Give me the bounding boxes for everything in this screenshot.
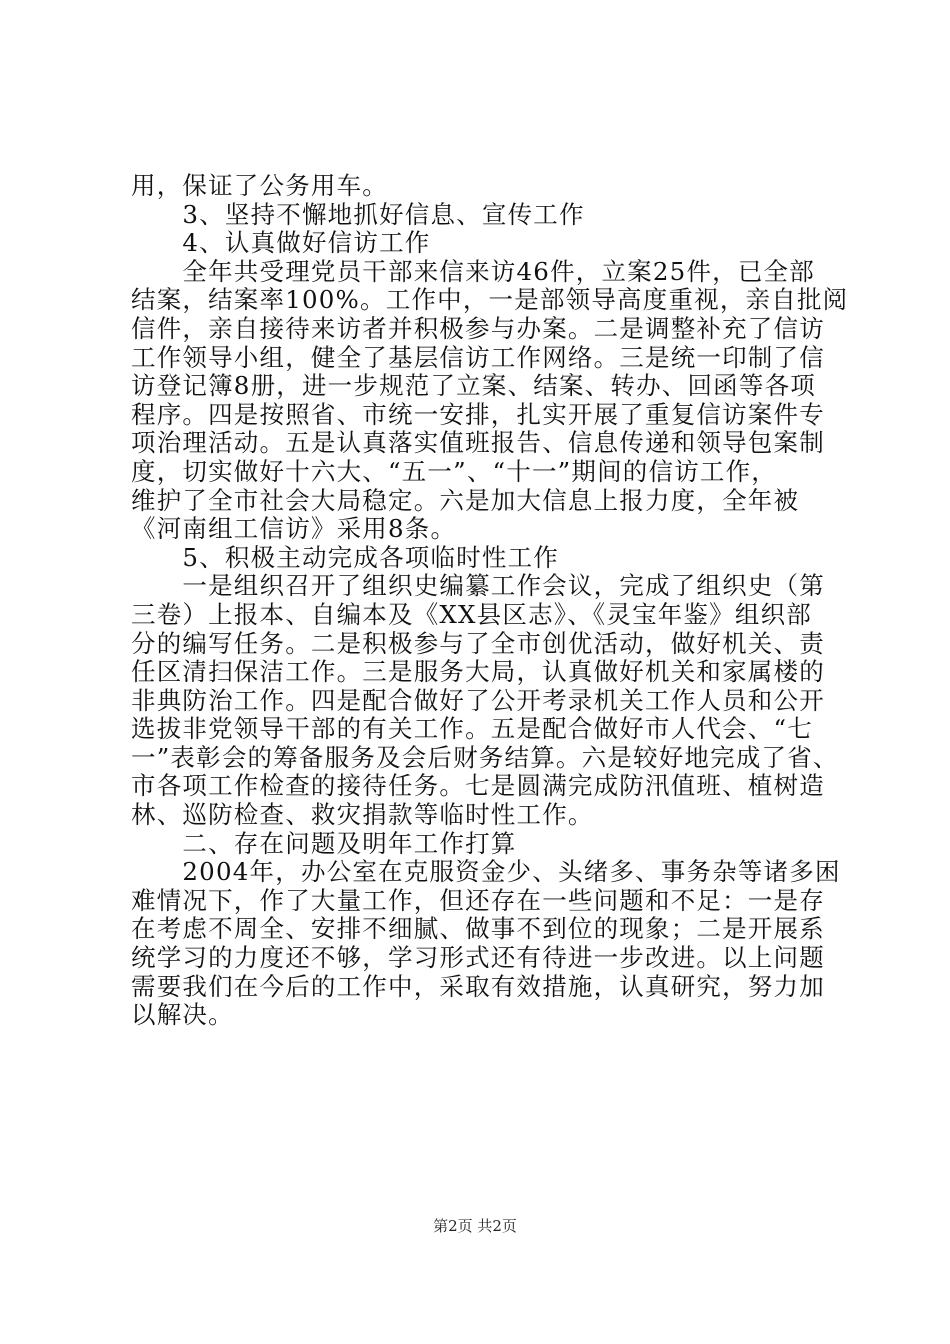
text-line: 维护了全市社会大局稳定。六是加大信息上报力度，全年被 bbox=[131, 485, 800, 515]
text-line: 分的编写任务。二是积极参与了全市创优活动，做好机关、责 bbox=[131, 628, 825, 658]
text-line: 《河南组工信访》采用8条。 bbox=[131, 514, 457, 544]
section-heading: 二、存在问题及明年工作打算 bbox=[131, 828, 517, 858]
text-line: 在考虑不周全、安排不细腻、做事不到位的现象；二是开展系 bbox=[131, 914, 825, 944]
text-line: 统学习的力度还不够，学习形式还有待进一步改进。以上问题 bbox=[131, 943, 825, 973]
text-line: 2004年，办公室在克服资金少、头绪多、事务杂等诸多困 bbox=[131, 857, 841, 887]
text-line: 结案，结案率100%。工作中，一是部领导高度重视，亲自批阅 bbox=[131, 285, 849, 315]
section-heading: 3、坚持不懈地抓好信息、宣传工作 bbox=[131, 199, 585, 229]
text-line: 度，切实做好十六大、“五一”、“十一”期间的信访工作， bbox=[131, 456, 777, 486]
section-heading: 5、积极主动完成各项临时性工作 bbox=[131, 542, 559, 572]
text-line: 一是组织召开了组织史编纂工作会议，完成了组织史（第 bbox=[131, 571, 825, 601]
text-line: 难情况下，作了大量工作，但还存在一些问题和不足：一是存 bbox=[131, 885, 825, 915]
text-line: 全年共受理党员干部来信来访46件，立案25件，已全部 bbox=[131, 256, 815, 286]
text-line: 访登记簿8册，进一步规范了立案、结案、转办、回函等各项 bbox=[131, 371, 816, 401]
text-line: 项治理活动。五是认真落实值班报告、信息传递和领导包案制 bbox=[131, 428, 825, 458]
text-line: 程序。四是按照省、市统一安排，扎实开展了重复信访案件专 bbox=[131, 399, 825, 429]
text-line: 市各项工作检查的接待任务。七是圆满完成防汛值班、植树造 bbox=[131, 771, 825, 801]
text-line: 林、巡防检查、救灾捐款等临时性工作。 bbox=[131, 800, 594, 830]
text-line: 需要我们在今后的工作中，采取有效措施，认真研究，努力加 bbox=[131, 971, 825, 1001]
text-line: 非典防治工作。四是配合做好了公开考录机关工作人员和公开 bbox=[131, 685, 825, 715]
text-line: 三卷）上报本、自编本及《XX县区志》、《灵宝年鉴》组织部 bbox=[131, 599, 812, 629]
page-number-footer: 第2页 共2页 bbox=[433, 1217, 517, 1235]
section-heading: 4、认真做好信访工作 bbox=[131, 228, 431, 258]
text-line: 信件，亲自接待来访者并积极参与办案。二是调整补充了信访 bbox=[131, 313, 825, 343]
body-text bbox=[131, 171, 849, 1030]
text-line: 以解决。 bbox=[131, 1000, 234, 1030]
text-line: 工作领导小组，健全了基层信访工作网络。三是统一印制了信 bbox=[131, 342, 825, 372]
text-line: 用，保证了公务用车。 bbox=[131, 171, 388, 200]
text-line: 一”表彰会的筹备服务及会后财务结算。六是较好地完成了省、 bbox=[131, 742, 839, 772]
text-line: 选拔非党领导干部的有关工作。五是配合做好市人代会、“七 bbox=[131, 714, 813, 744]
text-line: 任区清扫保洁工作。三是服务大局，认真做好机关和家属楼的 bbox=[131, 657, 825, 687]
